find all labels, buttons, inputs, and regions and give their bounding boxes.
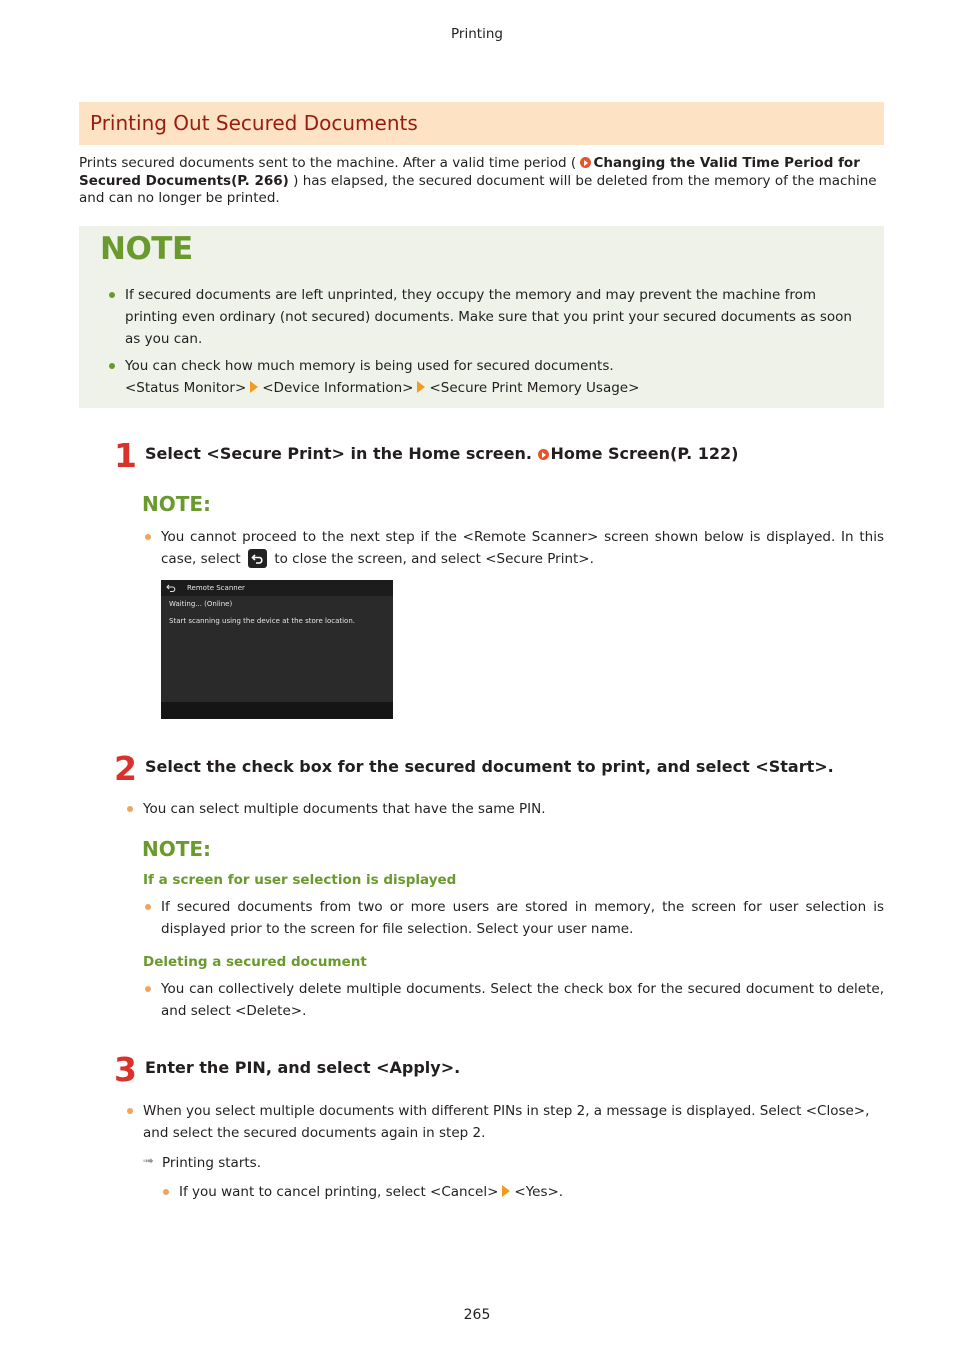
- note-bullet-2: You can check how much memory is being used for secured documents. <Status Monitor> <Device Information> <Secure Print Memory Usage>: [125, 358, 640, 396]
- running-header: Printing: [451, 26, 503, 42]
- sub-1-text: If secured documents from two or more users are stored in memory, the screen for user selection is displayed prior to the screen for file selection. Select your user name.: [161, 899, 884, 937]
- intro-text: Prints secured documents sent to the machine. After a valid time period (: [79, 155, 581, 171]
- note-heading: NOTE: [100, 231, 193, 267]
- path-status-monitor: <Status Monitor>: [125, 380, 247, 396]
- note-bullet-1: If secured documents are left unprinted, they occupy the memory and may prevent the machine from printing even ordinary (not secured) documents. Make sure that you print your secured documents as soon as you can.: [125, 287, 852, 347]
- bullet-dot: [163, 1189, 169, 1195]
- screen-title-bar: [161, 580, 393, 596]
- bullet-dot: [109, 292, 115, 298]
- arrow-right-icon: [417, 381, 425, 393]
- path-device-information: <Device Information>: [262, 380, 414, 396]
- link-arrow-icon: [580, 157, 591, 168]
- section-title-bar: [79, 102, 884, 145]
- intro-text: ) has elapsed, the secured document will be deleted from the memory of the machine: [288, 172, 877, 189]
- section-title: Printing Out Secured Documents: [90, 111, 418, 135]
- path-secure-print-memory: <Secure Print Memory Usage>: [429, 380, 640, 396]
- step-1-text: Select <Secure Print> in the Home screen. Home Screen(P. 122): [145, 444, 739, 463]
- bullet-dot: [145, 534, 151, 540]
- note-box: [79, 226, 884, 408]
- sub-heading-deleting: Deleting a secured document: [143, 954, 367, 970]
- step-3-bullet: When you select multiple documents with different PINs in step 2, a message is displayed. Select <Close>, and select the secured documents again in step 2.: [143, 1103, 870, 1141]
- sub-2-text: You can collectively delete multiple documents. Select the check box for the secured document to delete, and select <Delete>.: [161, 981, 884, 1019]
- sub-heading-user-selection: If a screen for user selection is displayed: [143, 872, 457, 888]
- remote-scanner-screenshot: [161, 580, 393, 719]
- screen-status: Waiting... (Online): [169, 600, 233, 608]
- intro-text: and can no longer be printed.: [79, 190, 280, 206]
- screen-message: Start scanning using the device at the store location.: [169, 617, 355, 625]
- intro-paragraph: [79, 155, 884, 208]
- step-number-1: 1: [114, 436, 137, 475]
- back-icon: [166, 583, 176, 593]
- step-1-note-label: NOTE:: [142, 492, 212, 516]
- screen-title: Remote Scanner: [187, 584, 245, 592]
- step-3-text: Enter the PIN, and select <Apply>.: [145, 1058, 461, 1077]
- bullet-dot: [109, 363, 115, 369]
- link-arrow-icon: [538, 449, 549, 460]
- link-home-screen[interactable]: Home Screen(P. 122): [550, 444, 739, 463]
- step-1-note-text: You cannot proceed to the next step if the <Remote Scanner> screen shown below is displayed. In this case, select to close the screen, and select <Secure Print>.: [161, 529, 884, 567]
- screen-bottom-bar: [161, 702, 393, 719]
- link-valid-time-period[interactable]: Changing the Valid Time Period for Secured Documents(P. 266): [79, 155, 860, 189]
- arrow-right-icon: [502, 1185, 510, 1197]
- bullet-dot: [145, 904, 151, 910]
- step-3-result: Printing starts.: [162, 1155, 261, 1171]
- step-number-2: 2: [114, 749, 137, 788]
- step-number-3: 3: [114, 1050, 137, 1089]
- step-3-sub-bullet: If you want to cancel printing, select <Cancel> <Yes>.: [179, 1184, 564, 1200]
- page-number: 265: [463, 1307, 491, 1323]
- arrow-right-icon: [250, 381, 258, 393]
- step-2-text: Select the check box for the secured document to print, and select <Start>.: [145, 757, 834, 776]
- bullet-dot: [145, 986, 151, 992]
- bullet-dot: [127, 806, 133, 812]
- result-arrow-icon: ➟: [143, 1154, 154, 1169]
- step-2-note-label: NOTE:: [142, 837, 212, 861]
- bullet-dot: [127, 1108, 133, 1114]
- step-2-bullet: You can select multiple documents that have the same PIN.: [143, 801, 546, 817]
- back-icon: [248, 549, 267, 568]
